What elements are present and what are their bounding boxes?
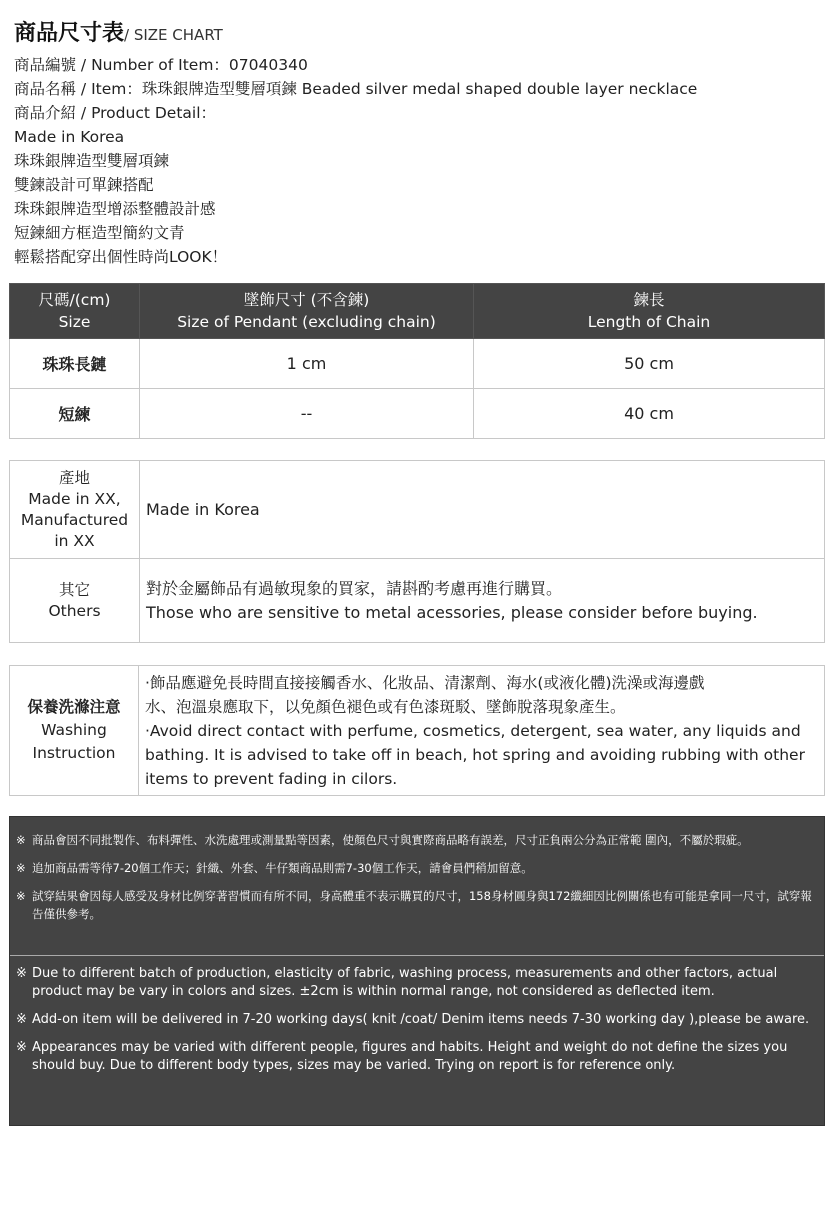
product-detail-label: 商品介紹 / Product Detail： bbox=[14, 104, 217, 122]
product-info bbox=[14, 53, 824, 269]
notice-item: ※ 追加商品需等待7-20個工作天；針織、外套、牛仔類商品則需7-30個工作天，請會員們稍加留意。 bbox=[16, 861, 533, 875]
notice-item: ※ Due to different batch of production, elasticity of fabric, washing process, measurements and other factors, actual product may be vary in colors and sizes. ±2cm is within normal range, not considered as deflected item. bbox=[16, 966, 778, 999]
chain-length: 40 cm bbox=[474, 389, 825, 439]
notice-box bbox=[9, 816, 825, 1126]
origin-row bbox=[10, 461, 825, 559]
title-zh: 商品尺寸表 bbox=[14, 21, 125, 46]
notice-item: ※ 試穿結果會因每人感受及身材比例穿著習慣而有所不同，身高體重不表示購買的尺寸，158身材圓身與172纖細因比例關係也有可能是拿同一尺寸，試穿報告僅供參考。 bbox=[16, 889, 812, 921]
table-row bbox=[10, 339, 825, 389]
reference-mark-icon: ※ bbox=[16, 889, 26, 903]
pendant-size: -- bbox=[140, 389, 474, 439]
care-value: ·飾品應避免長時間直接接觸香水、化妝品、清潔劑、海水(或液化體)洗澡或海邊戲 水、泡溫泉應取下，以免顏色褪色或有色漆斑駁、墜飾脫落現象產生。 ·Avoid direct contact with perfume, cosmetics, detergent, sea water, any liquids and bathing. It is advised to take off in beach, hot spring and avoiding rubbing with other items to prevent fading in cilors. bbox=[139, 666, 825, 796]
notice-en bbox=[10, 965, 824, 1085]
pendant-size: 1 cm bbox=[140, 339, 474, 389]
origin-label: 產地 Made in XX, Manufactured in XX bbox=[10, 461, 140, 559]
reference-mark-icon: ※ bbox=[16, 1040, 27, 1055]
care-table bbox=[9, 665, 825, 796]
notice-item: ※ Appearances may be varied with different people, figures and habits. Height and weight do not define the sizes you should buy. Due to different body types, sizes may be varied. Trying on report is for reference only. bbox=[16, 1040, 788, 1073]
header-pendant: 墜飾尺寸 (不含鍊) Size of Pendant (excluding chain) bbox=[140, 284, 474, 339]
notice-zh bbox=[10, 817, 824, 955]
reference-mark-icon: ※ bbox=[16, 861, 26, 875]
row-name: 短練 bbox=[10, 389, 140, 439]
header-chain: 鍊長 Length of Chain bbox=[474, 284, 825, 339]
notice-item: ※ Add-on item will be delivered in 7-20 working days( knit /coat/ Denim items needs 7-30 working day ),please be aware. bbox=[16, 1012, 810, 1027]
detail-line: 雙鍊設計可單鍊搭配 bbox=[14, 176, 154, 194]
reference-mark-icon: ※ bbox=[16, 1012, 27, 1027]
others-value: 對於金屬飾品有過敏現象的買家，請斟酌考慮再進行購買。 Those who are sensitive to metal acessories, please consider before buying. bbox=[140, 559, 825, 643]
origin-value: Made in Korea bbox=[140, 461, 825, 559]
chain-length: 50 cm bbox=[474, 339, 825, 389]
reference-mark-icon: ※ bbox=[16, 966, 27, 981]
notice-item: ※ 商品會因不同批製作、布料彈性、水洗處理或測量點等因素，使顏色尺寸與實際商品略有誤差，尺寸正負兩公分為正常範 圍內，不屬於瑕疵。 bbox=[16, 833, 749, 847]
divider bbox=[10, 955, 824, 956]
care-label: 保養洗滌注意 Washing Instruction bbox=[10, 666, 139, 796]
detail-line: 短鍊細方框造型簡約文青 bbox=[14, 224, 185, 242]
detail-line: 珠珠銀牌造型增添整體設計感 bbox=[14, 200, 216, 218]
header-size: 尺碼/(cm) Size bbox=[10, 284, 140, 339]
title-en: / SIZE CHART bbox=[124, 26, 223, 44]
others-row bbox=[10, 559, 825, 643]
others-label: 其它 Others bbox=[10, 559, 140, 643]
reference-mark-icon: ※ bbox=[16, 833, 26, 847]
origin-others-table bbox=[9, 460, 825, 643]
detail-line: 珠珠銀牌造型雙層項鍊 bbox=[14, 152, 170, 170]
table-row bbox=[10, 389, 825, 439]
row-name: 珠珠長鏈 bbox=[10, 339, 140, 389]
size-table bbox=[9, 283, 825, 439]
size-table-header bbox=[10, 284, 825, 339]
care-row bbox=[10, 666, 825, 796]
detail-line: 輕鬆搭配穿出個性時尚LOOK！ bbox=[14, 248, 228, 266]
detail-line: Made in Korea bbox=[14, 128, 125, 146]
item-name: 商品名稱 / Item：珠珠銀牌造型雙層項鍊 Beaded silver medal shaped double layer necklace bbox=[14, 80, 698, 98]
item-number: 商品編號 / Number of Item：07040340 bbox=[14, 56, 308, 74]
page-title bbox=[14, 16, 223, 47]
